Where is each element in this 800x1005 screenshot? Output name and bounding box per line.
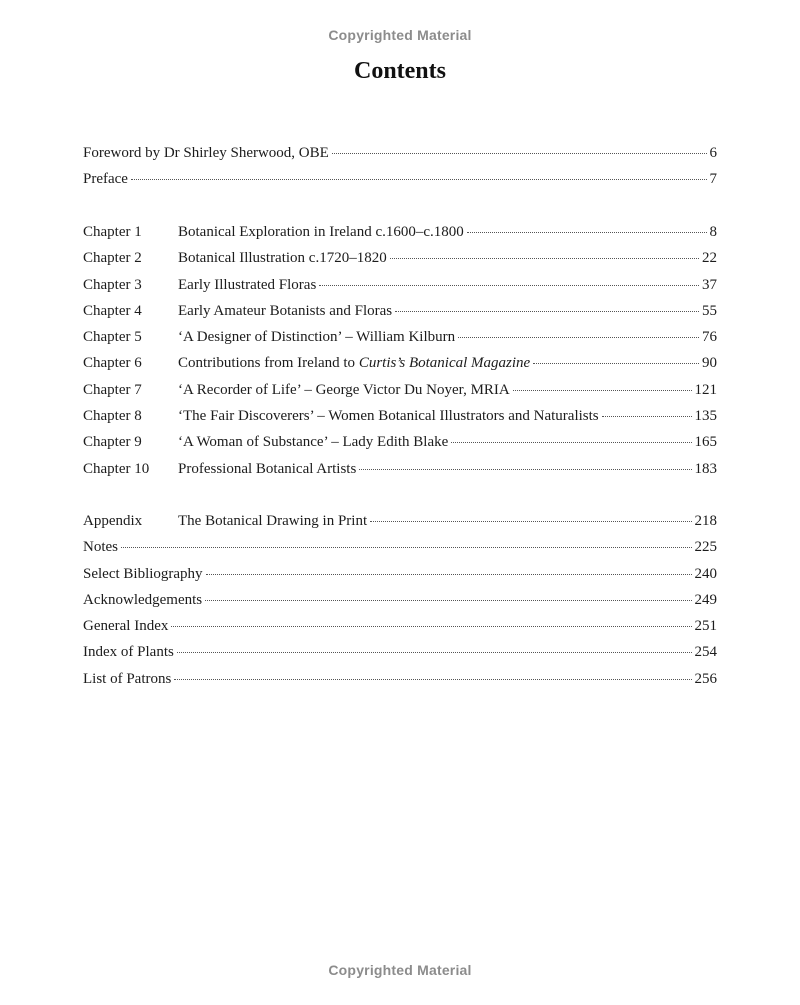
toc-entry-chapter-5[interactable] (83, 327, 717, 353)
appendix-label: Appendix (83, 513, 143, 529)
chapter-label: Chapter 4 (83, 302, 142, 319)
toc-entry-title: Professional Botanical Artists (178, 460, 357, 477)
toc-page-number: 76 (702, 329, 717, 346)
copyright-watermark-top: Copyrighted Material (328, 27, 472, 43)
dot-leader (458, 337, 699, 338)
toc-page-number: 7 (709, 171, 717, 188)
toc-entry-title: ‘A Designer of Distinction’ – William Kilburn (178, 329, 456, 346)
dot-leader (451, 442, 691, 443)
dot-leader (467, 232, 707, 233)
toc-entry-select-bibliography[interactable] (83, 564, 717, 590)
dot-leader (395, 311, 699, 312)
toc-page-number: 183 (694, 460, 717, 477)
toc-page-number: 55 (702, 302, 717, 319)
toc-entry-chapter-2[interactable] (83, 248, 717, 274)
toc-page-number: 6 (709, 145, 717, 161)
toc-entry-title: Botanical Illustration c.1720–1820 (178, 250, 387, 267)
toc-entry-title: Early Amateur Botanists and Floras (178, 302, 393, 319)
dot-leader (370, 521, 691, 522)
chapter-label: Chapter 7 (83, 381, 142, 398)
dot-leader (513, 390, 692, 391)
dot-leader (319, 285, 699, 286)
toc-page-number: 121 (694, 381, 717, 398)
toc-front-matter (83, 143, 717, 196)
toc-entry-title-italic: Curtis’s Botanical Magazine (358, 355, 531, 372)
chapter-label: Chapter 6 (83, 355, 142, 372)
copyright-watermark-bottom: Copyrighted Material (328, 962, 472, 978)
toc-entry-title: Index of Plants (83, 644, 174, 661)
chapter-label: Chapter 9 (83, 434, 142, 451)
toc-page-number: 225 (694, 539, 717, 556)
dot-leader (332, 153, 707, 154)
chapter-label: Chapter 3 (83, 276, 142, 293)
toc-page-number: 254 (694, 644, 717, 661)
toc-entry-title: Botanical Exploration in Ireland c.1600–c.1800 (178, 224, 464, 240)
toc-entry-acknowledgements[interactable] (83, 590, 717, 616)
chapter-label: Chapter 2 (83, 250, 142, 267)
dot-leader (131, 179, 707, 180)
toc-entry-title: ‘The Fair Discoverers’ – Women Botanical Illustrators and Naturalists (178, 408, 599, 425)
toc-page-number: 218 (694, 513, 717, 529)
toc-entry-title: General Index (83, 618, 169, 635)
toc-entry-chapter-3[interactable] (83, 275, 717, 301)
toc-page-number: 240 (694, 565, 717, 582)
chapter-label: Chapter 5 (83, 329, 142, 346)
chapter-label: Chapter 10 (83, 460, 150, 477)
toc-entry-title: ‘A Recorder of Life’ – George Victor Du Noyer, MRIA (178, 381, 510, 398)
toc-entry-title: Early Illustrated Floras (178, 276, 317, 293)
toc-entry-chapter-4[interactable] (83, 301, 717, 327)
dot-leader (359, 469, 691, 470)
toc-entry-chapter-10[interactable] (83, 459, 717, 485)
toc-entry-title: ‘A Woman of Substance’ – Lady Edith Blake (178, 434, 449, 451)
toc-page-number: 256 (694, 670, 717, 687)
toc-page-number: 135 (694, 408, 717, 425)
page-title: Contents (353, 58, 446, 85)
toc-entry-title: The Botanical Drawing in Print (178, 513, 368, 529)
toc-entry-index-of-plants[interactable] (83, 642, 717, 668)
dot-leader (390, 258, 699, 259)
toc-entry-preface[interactable] (83, 169, 717, 195)
dot-leader (206, 574, 692, 575)
toc-entry-chapter-8[interactable] (83, 406, 717, 432)
toc-page-number: 251 (694, 618, 717, 635)
toc-entry-general-index[interactable] (83, 616, 717, 642)
toc-page-number: 165 (694, 434, 717, 451)
toc-back-matter (83, 511, 717, 695)
toc-page-number: 249 (694, 591, 717, 608)
toc-entry-chapter-1[interactable] (83, 222, 717, 248)
dot-leader (533, 363, 699, 364)
toc-page-number: 22 (702, 250, 717, 267)
dot-leader (171, 626, 691, 627)
toc-chapters (83, 222, 717, 485)
dot-leader (174, 679, 691, 680)
toc-entry-chapter-7[interactable] (83, 380, 717, 406)
toc-page-number: 90 (702, 355, 717, 372)
chapter-label: Chapter 1 (83, 224, 142, 240)
toc-entry-title: Acknowledgements (83, 591, 203, 608)
dot-leader (205, 600, 691, 601)
chapter-label: Chapter 8 (83, 408, 142, 425)
toc-entry-title: Select Bibliography (83, 565, 203, 582)
toc-entry-title: List of Patrons (83, 670, 172, 687)
toc-entry-title: Foreword by Dr Shirley Sherwood, OBE (83, 145, 329, 161)
toc-entry-chapter-9[interactable] (83, 432, 717, 458)
toc-entry-appendix[interactable] (83, 511, 717, 537)
toc-entry-title-prefix: Contributions from Ireland to (178, 355, 359, 372)
dot-leader (121, 547, 692, 548)
toc-entry-chapter-6[interactable] (83, 353, 717, 379)
dot-leader (177, 652, 692, 653)
toc-entry-title: Notes (83, 539, 118, 556)
toc-entry-notes[interactable] (83, 537, 717, 563)
toc-entry-foreword[interactable] (83, 143, 717, 169)
dot-leader (602, 416, 692, 417)
toc-entry-list-of-patrons[interactable] (83, 669, 717, 695)
toc-entry-title: Preface (83, 171, 128, 188)
toc-page-number: 37 (702, 276, 717, 293)
toc-entry-title (178, 353, 530, 373)
toc-page-number: 8 (709, 224, 717, 240)
